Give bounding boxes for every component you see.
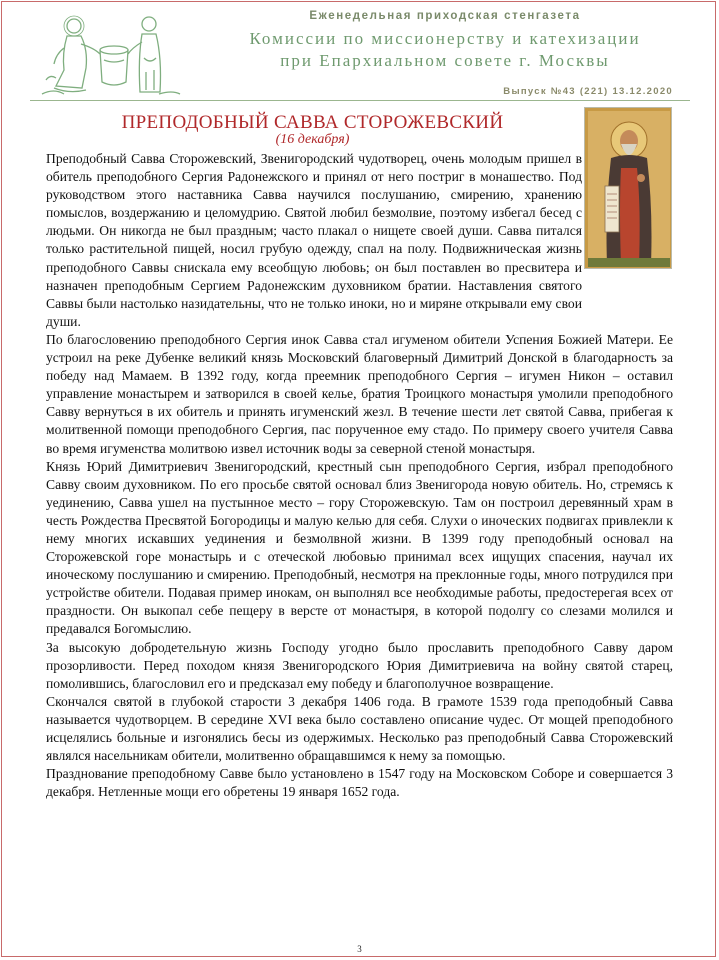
article-paragraph-5: Скончался святой в глубокой старости 3 декабря 1406 года. В грамоте 1539 года преподобный Савва называется чудотворцем. В середине XVI века было составлено описание чудес. От мощей преподобного исцелялись больные и изгонялись бесы из одержимых. Несколько раз преподобный Савва Сторожевский являлся насельникам обители, молитвенно обращавшимся к нему за помощью.	[46, 693, 673, 764]
masthead-title-line-1: Комиссии по миссионерству и катехизации	[249, 29, 641, 48]
article-paragraph-1: Преподобный Савва Сторожевский, Звенигородский чудотворец, очень молодым пришел в обитель преподобного Сергия Радонежского и принял от него постриг в монашество. Под руководством этого наставника Савва научился послушанию, смирению, хранению помыслов, воздержанию и целомудрию. Святой любил безмолвие, поэтому избегал бесед с людьми. Он никогда не был праздным; часто плакал о нищете своей души. Савва питался только растительной пищей, носил грубую одежду, спал на полу. Подвижническая жизнь преподобного Саввы снискала ему всеобщую любовь; он был поставлен во пресвитера и назначен преподобным Сергием Радонежским духовником братии. Наставления святого Саввы были настолько назидательны, что не только иноки, но и миряне открывали ему свои души.	[46, 151, 582, 329]
masthead-logo-illustration	[34, 8, 184, 98]
masthead-title-line-2: при Епархиальном совете г. Москвы	[280, 51, 610, 70]
article-title: ПРЕПОДОБНЫЙ САВВА СТОРОЖЕВСКИЙ	[121, 112, 504, 133]
masthead-title	[190, 28, 700, 72]
masthead-divider	[30, 100, 690, 101]
article-paragraph-4: За высокую добродетельную жизнь Господу угодно было прославить преподобного Савву даром прозорливости. Перед походом князя Звенигородского Юрия Димитриевича на войну святой старец, помолившись, благословил его и предсказал ему победу и благополучное возвращение.	[46, 639, 673, 691]
masthead	[0, 0, 719, 104]
article-date: (16 декабря)	[275, 132, 350, 147]
article-paragraph-6: Празднование преподобному Савве было установлено в 1547 году на Московском Соборе и совершается 3 декабря. Нетленные мощи его обретены 19 января 1652 года.	[46, 766, 673, 800]
article-body	[46, 150, 673, 801]
page-number: 3	[357, 944, 362, 954]
masthead-kicker: Еженедельная приходская стенгазета	[309, 10, 581, 22]
article-paragraph-3: Князь Юрий Димитриевич Звенигородский, крестный сын преподобного Сергия, избрал преподобного Савву своим духовником. По его просьбе святой основал близ Звенигорода новую обитель. Но, стремясь к уединению, Савва ушел на пустынное место – гору Сторожевскую. Там он построил деревянный храм в честь Рождества Пресвятой Богородицы и малую келью для себя. Слухи о иноческих подвигах привлекли к нему многих искавших уединения и безмолвной жизни. В 1399 году преподобный основал на Сторожевской горе монастырь и с отеческой любовью принимал всех ищущих спасения, научал их иноческому послушанию и смирению. Преподобный, несмотря на преклонные годы, много потрудился при устройстве обители. Подавая пример инокам, он выполнял все необходимые работы, предостерегая всех от праздности. Он выкопал себе пещеру в версте от монастыря, в которой подолгу со слезами молился и предавался Богомыслию.	[46, 458, 673, 637]
article-paragraph-2: По благословению преподобного Сергия инок Савва стал игуменом обители Успения Божией Матери. Ее устроил на реке Дубенке великий князь Московский благоверный Димитрий Донской в благодарность за победу над Мамаем. В 1392 году, когда преемник преподобного Сергия – игумен Никон – оставил управление монастырем и затворился в своей келье, братия Троицкого монастыря умолили преподобного Савву вернуться в их обитель и принять игуменский жезл. В течение шести лет святой Савва, прибегая к молитвенной помощи преподобного Сергия, пас порученное ему стадо. По примеру своего учителя Савва во время игуменства молитвою извел источник воды за северной стеной монастыря.	[46, 331, 673, 456]
issue-number: Выпуск №43 (221) 13.12.2020	[503, 86, 673, 97]
